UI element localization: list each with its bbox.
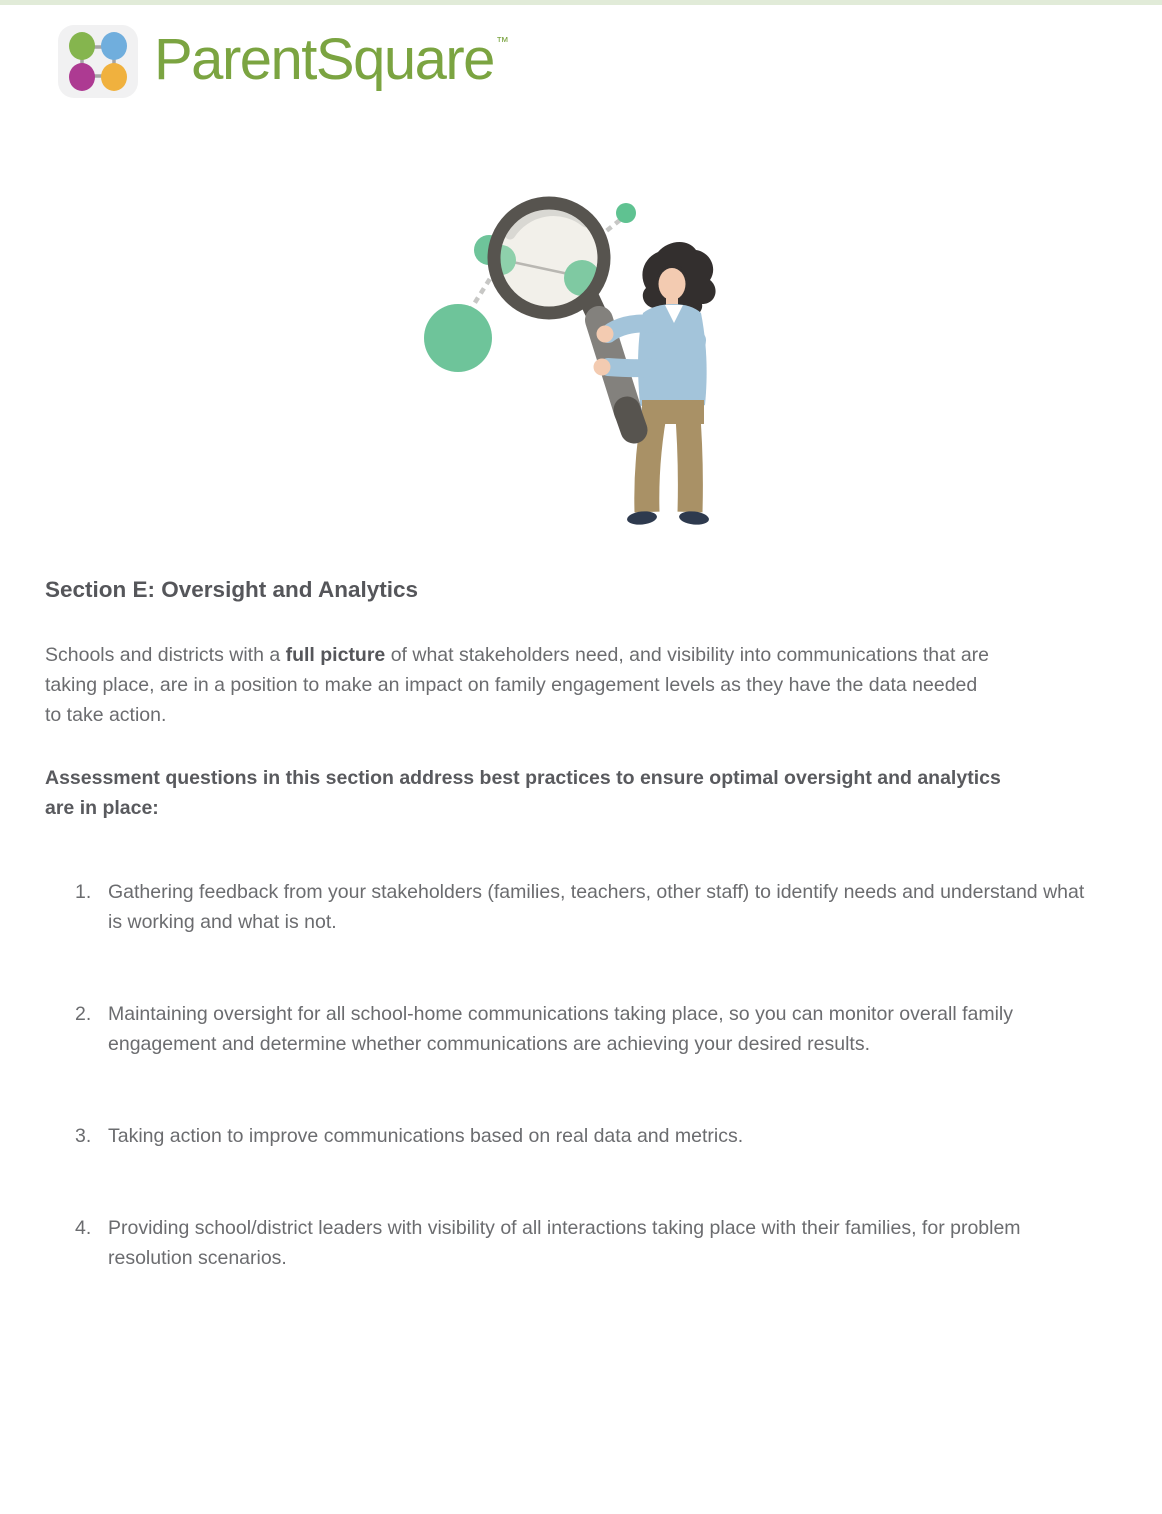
trademark-symbol: ™ [495, 33, 509, 49]
document-body [45, 576, 1117, 1273]
list-number: 4. [75, 1217, 92, 1239]
list-number: 2. [75, 1003, 92, 1025]
list-item [45, 877, 1117, 937]
list-number: 1. [75, 881, 92, 903]
list-item [45, 999, 1117, 1059]
full-picture-emphasis: full picture [285, 644, 386, 666]
parentsquare-logo-icon [57, 24, 139, 99]
assessment-questions-list [45, 877, 1117, 1273]
assessment-intro-paragraph: Assessment questions in this section address best practices to ensure optimal oversight and analytics are in place: [45, 767, 1001, 819]
top-border-strip [0, 0, 1162, 5]
parentsquare-logo [57, 24, 1162, 99]
brand-name-text: ParentSquare [154, 26, 494, 92]
list-item [45, 1121, 1117, 1151]
list-text: Taking action to improve communications based on real data and metrics. [108, 1125, 744, 1147]
list-item [45, 1213, 1117, 1273]
intro-paragraph [45, 640, 997, 730]
list-text: Maintaining oversight for all school-home communications taking place, so you can monitor overall family engagement and determine whether communications are achieving your desired results. [108, 1003, 1014, 1055]
list-number: 3. [75, 1125, 92, 1147]
list-text: Providing school/district leaders with visibility of all interactions taking place with their families, for problem resolution scenarios. [108, 1217, 1021, 1269]
brand-name [154, 26, 509, 92]
person-with-magnifying-glass-illustration [406, 172, 756, 550]
intro-text-before: Schools and districts with a [45, 644, 286, 666]
intro-text-after: of what stakeholders need, and visibility into communications that are taking place, are in a position to make an impact on family engagement levels as they have the data needed to take action. [45, 644, 990, 726]
list-text: Gathering feedback from your stakeholders (families, teachers, other staff) to identify needs and understand what is working and what is not. [108, 881, 1085, 933]
section-heading: Section E: Oversight and Analytics [45, 577, 419, 602]
